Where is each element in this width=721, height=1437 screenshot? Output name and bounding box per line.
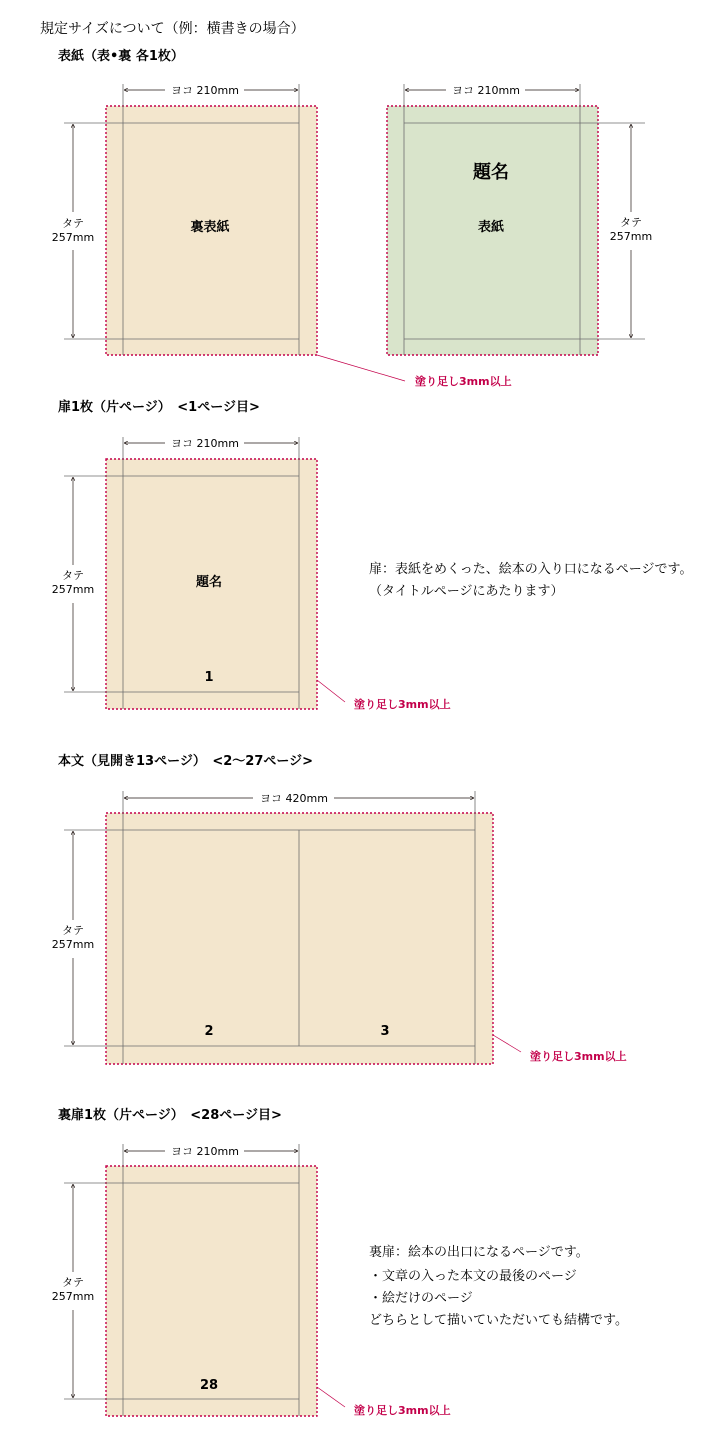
tobira-note-line-1: 扉：表紙をめくった、絵本の入り口になるページです。 xyxy=(369,562,693,577)
ura-tobira-note-line-2: ・文章の入った本文の最後のページ xyxy=(369,1269,577,1284)
ura-tobira-note-line-1: 裏扉：絵本の出口になるページです。 xyxy=(369,1245,589,1260)
body-spread-sheet xyxy=(64,791,493,1064)
body-left-page-number: 2 xyxy=(204,1024,214,1039)
front-cover-sheet xyxy=(387,84,645,355)
tobira-heading: 扉1枚（片ページ） <1ページ目> xyxy=(58,400,260,415)
tobira-sheet xyxy=(64,437,317,709)
cover-bleed-leader xyxy=(317,355,405,381)
ura-tobira-height-label-2: 257mm xyxy=(51,1290,95,1303)
ura-tobira-bleed-label: 塗り足し3mm以上 xyxy=(354,1404,451,1417)
page-title: 規定サイズについて（例：横書きの場合） xyxy=(40,21,305,37)
tobira-width-label: ヨコ 210mm xyxy=(171,437,239,450)
tobira-note-line-2: （タイトルページにあたります） xyxy=(369,584,564,599)
body-width-label: ヨコ 420mm xyxy=(260,792,328,805)
tobira-bleed-label: 塗り足し3mm以上 xyxy=(354,698,451,711)
ura-tobira-height-label-1: タテ xyxy=(62,1276,84,1289)
body-height-label-1: タテ xyxy=(62,924,84,937)
cover-back-height-label-1: タテ xyxy=(62,217,84,230)
cover-bleed-label: 塗り足し3mm以上 xyxy=(415,375,512,388)
ura-tobira-bleed-leader xyxy=(317,1387,345,1407)
ura-tobira-heading: 裏扉1枚（片ページ） <28ページ目> xyxy=(58,1108,282,1123)
tobira-bleed-leader xyxy=(317,680,345,702)
cover-front-height-label-2: 257mm xyxy=(609,230,653,243)
body-right-page-number: 3 xyxy=(380,1024,390,1039)
cover-back-width-label: ヨコ 210mm xyxy=(171,84,239,97)
body-bleed-leader xyxy=(493,1035,521,1052)
front-cover-label: 表紙 xyxy=(477,220,505,235)
ura-tobira-page-number: 28 xyxy=(199,1378,219,1393)
ura-tobira-width-label: ヨコ 210mm xyxy=(171,1145,239,1158)
ura-tobira-note-line-4: どちらとして描いていただいても結構です。 xyxy=(369,1313,628,1328)
ura-tobira-sheet xyxy=(64,1144,317,1416)
body-heading: 本文（見開き13ページ） <2〜27ページ> xyxy=(58,754,313,769)
cover-heading: 表紙（表•裏 各1枚） xyxy=(58,49,184,64)
tobira-title: 題名 xyxy=(195,575,223,590)
tobira-page-number: 1 xyxy=(204,670,214,685)
tobira-height-label-2: 257mm xyxy=(51,583,95,596)
body-height-label-2: 257mm xyxy=(51,938,95,951)
cover-front-width-label: ヨコ 210mm xyxy=(452,84,520,97)
cover-back-height-label-2: 257mm xyxy=(51,231,95,244)
ura-tobira-note-line-3: ・絵だけのページ xyxy=(369,1291,473,1306)
tobira-height-label-1: タテ xyxy=(62,569,84,582)
body-bleed-label: 塗り足し3mm以上 xyxy=(530,1050,627,1063)
front-cover-title: 題名 xyxy=(473,162,509,183)
cover-front-height-label-1: タテ xyxy=(620,216,642,229)
back-cover-label: 裏表紙 xyxy=(190,220,230,235)
